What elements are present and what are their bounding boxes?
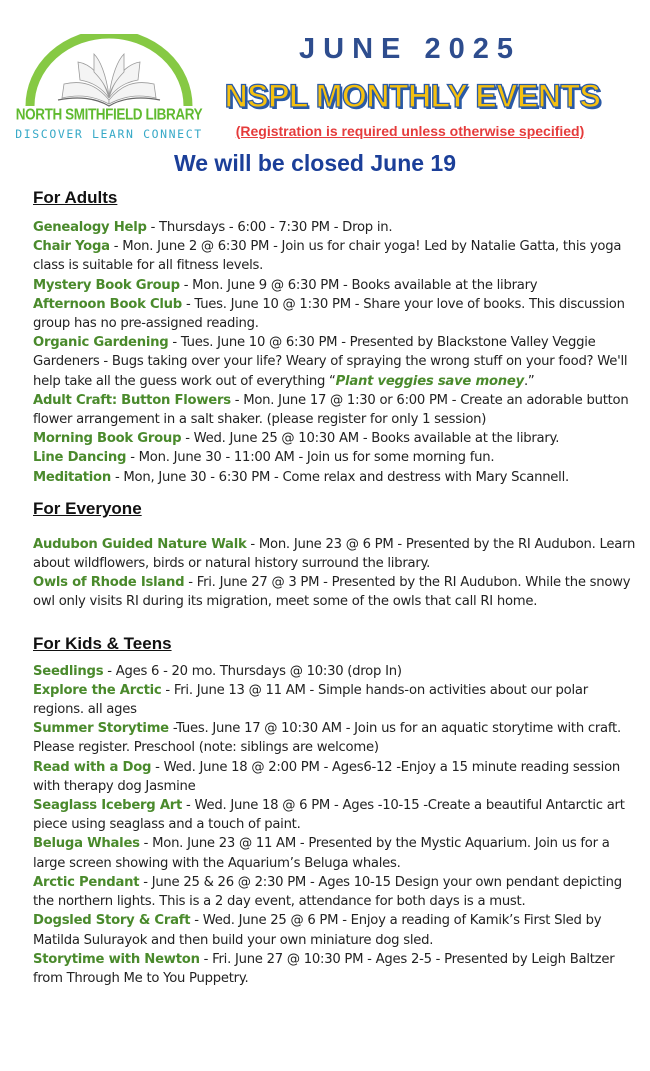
library-logo — [14, 34, 204, 146]
event-list — [33, 662, 637, 988]
event-details: - Wed. June 18 @ 2:00 PM - Ages6-12 -Enjoy a 15 minute reading session with therapy dog Jasmine — [33, 759, 620, 794]
registration-note: (Registration is required unless otherwise specified) — [235, 123, 585, 139]
event-name: Adult Craft: Button Flowers — [33, 392, 231, 408]
event-item — [33, 333, 637, 391]
section-everyone — [33, 499, 637, 612]
event-item — [33, 662, 637, 681]
logo-library-name: NORTH SMITHFIELD LIBRARY — [15, 105, 203, 124]
section-kids-teens — [33, 634, 637, 988]
event-name: Genealogy Help — [33, 220, 147, 235]
event-name: Arctic Pendant — [33, 874, 140, 890]
logo-tagline: DISCOVER LEARN CONNECT — [15, 127, 203, 141]
event-name: Organic Gardening — [33, 335, 169, 351]
month-heading: JUNE 2025 — [299, 33, 521, 65]
event-item — [33, 911, 637, 949]
event-item — [33, 535, 637, 573]
section-adults — [33, 188, 637, 487]
event-name: Meditation — [33, 469, 112, 485]
event-item — [33, 391, 637, 429]
event-details: -Tues. June 17 @ 10:30 AM - Join us for an aquatic storytime with craft. Please register. Preschool (note: siblings are welcome) — [33, 721, 621, 756]
event-details: - June 25 & 26 @ 2:30 PM - Ages 10-15 Design your own pendant depicting the northern lights. This is a 2 day event, attendance for both days is a must. — [33, 874, 622, 910]
event-details-end: .” — [523, 373, 535, 389]
event-name: Mystery Book Group — [33, 277, 180, 293]
event-name: Storytime with Newton — [33, 951, 200, 967]
event-item — [33, 573, 637, 611]
event-details: - Mon. June 9 @ 6:30 PM - Books available at the library — [179, 277, 538, 293]
event-name: Owls of Rhode Island — [33, 575, 185, 591]
event-name: Line Dancing — [33, 450, 127, 466]
event-item — [33, 295, 637, 333]
event-details: - Mon, June 30 - 6:30 PM - Come relax and destress with Mary Scannell. — [111, 469, 569, 485]
event-details: - Tues. June 10 @ 6:30 PM - Presented by Blackstone Valley Veggie Gardeners - Bugs taking over your life? Weary of spraying the wrong stuff on your food? We'll help take all the guess work out of everything “ — [33, 335, 628, 389]
page-title: NSPL MONTHLY EVENTS — [224, 78, 601, 114]
book-pages — [62, 54, 156, 104]
event-name: Beluga Whales — [33, 836, 140, 852]
event-name: Audubon Guided Nature Walk — [33, 536, 247, 552]
event-details: - Mon. June 30 - 11:00 AM - Join us for some morning fun. — [126, 450, 495, 466]
event-name: Seedlings — [33, 663, 104, 679]
event-details: - Ages 6 - 20 mo. Thursdays @ 10:30 (drop In) — [103, 663, 402, 679]
event-item — [33, 834, 637, 872]
open-book-logo-icon — [14, 34, 204, 114]
event-details: - Fri. June 27 @ 10:30 PM - Ages 2-5 - Presented by Leigh Baltzer from Through Me to You Puppetry. — [33, 951, 615, 986]
event-item — [33, 758, 637, 796]
event-details: - Mon. June 23 @ 6 PM - Presented by the RI Audubon. Learn about wildflowers, birds or natural history surround the library. — [33, 536, 636, 572]
event-details: - Mon. June 23 @ 11 AM - Presented by the Mystic Aquarium. Join us for a large screen showing with the Aquarium’s Beluga whales. — [33, 836, 610, 871]
event-item — [33, 448, 637, 467]
event-name: Morning Book Group — [33, 431, 182, 447]
event-name: Seaglass Iceberg Art — [33, 798, 183, 814]
events-content — [33, 188, 637, 988]
section-heading: For Everyone — [33, 498, 142, 518]
event-item — [33, 429, 637, 448]
event-item — [33, 681, 637, 719]
section-heading: For Kids & Teens — [33, 633, 172, 653]
event-list — [33, 218, 637, 487]
event-name: Read with a Dog — [33, 759, 152, 775]
event-name: Afternoon Book Club — [33, 296, 182, 312]
event-item — [33, 276, 637, 295]
event-item — [33, 218, 637, 237]
event-details: - Tues. June 10 @ 1:30 PM - Share your love of books. This discussion group has no pre-assigned reading. — [33, 296, 625, 332]
event-details: - Fri. June 27 @ 3 PM - Presented by the RI Audubon. While the snowy owl only visits RI during its migration, meet some of the owls that call RI home. — [33, 575, 631, 610]
event-name: Dogsled Story & Craft — [33, 913, 191, 929]
event-details: - Mon. June 2 @ 6:30 PM - Join us for chair yoga! Led by Natalie Gatta, this yoga class is suitable for all fitness levels. — [33, 239, 622, 274]
event-details: - Mon. June 17 @ 1:30 or 6:00 PM - Create an adorable button flower arrangement in a salt shaker. (please register for only 1 session) — [33, 392, 629, 428]
event-details: - Thursdays - 6:00 - 7:30 PM - Drop in. — [146, 220, 393, 235]
event-details: - Wed. June 18 @ 6 PM - Ages -10-15 -Create a beautiful Antarctic art piece using seaglass and a touch of paint. — [33, 798, 625, 833]
event-item — [33, 796, 637, 834]
event-details: - Wed. June 25 @ 10:30 AM - Books available at the library. — [181, 431, 560, 447]
event-details: - Fri. June 13 @ 11 AM - Simple hands-on activities about our polar regions. all ages — [33, 682, 588, 718]
event-item — [33, 468, 637, 487]
event-name: Explore the Arctic — [33, 682, 162, 698]
event-details: - Wed. June 25 @ 6 PM - Enjoy a reading of Kamik’s First Sled by Matilda Sulurayok and then build your own miniature dog sled. — [33, 913, 602, 948]
event-item — [33, 719, 637, 757]
event-name: Summer Storytime — [33, 721, 169, 737]
event-name: Chair Yoga — [33, 239, 110, 255]
event-list — [33, 535, 637, 612]
event-item — [33, 873, 637, 911]
event-item — [33, 950, 637, 988]
closed-notice: We will be closed June 19 — [173, 150, 457, 176]
event-item — [33, 237, 637, 275]
section-heading: For Adults — [33, 188, 118, 207]
event-quote: Plant veggies save money — [335, 373, 524, 389]
